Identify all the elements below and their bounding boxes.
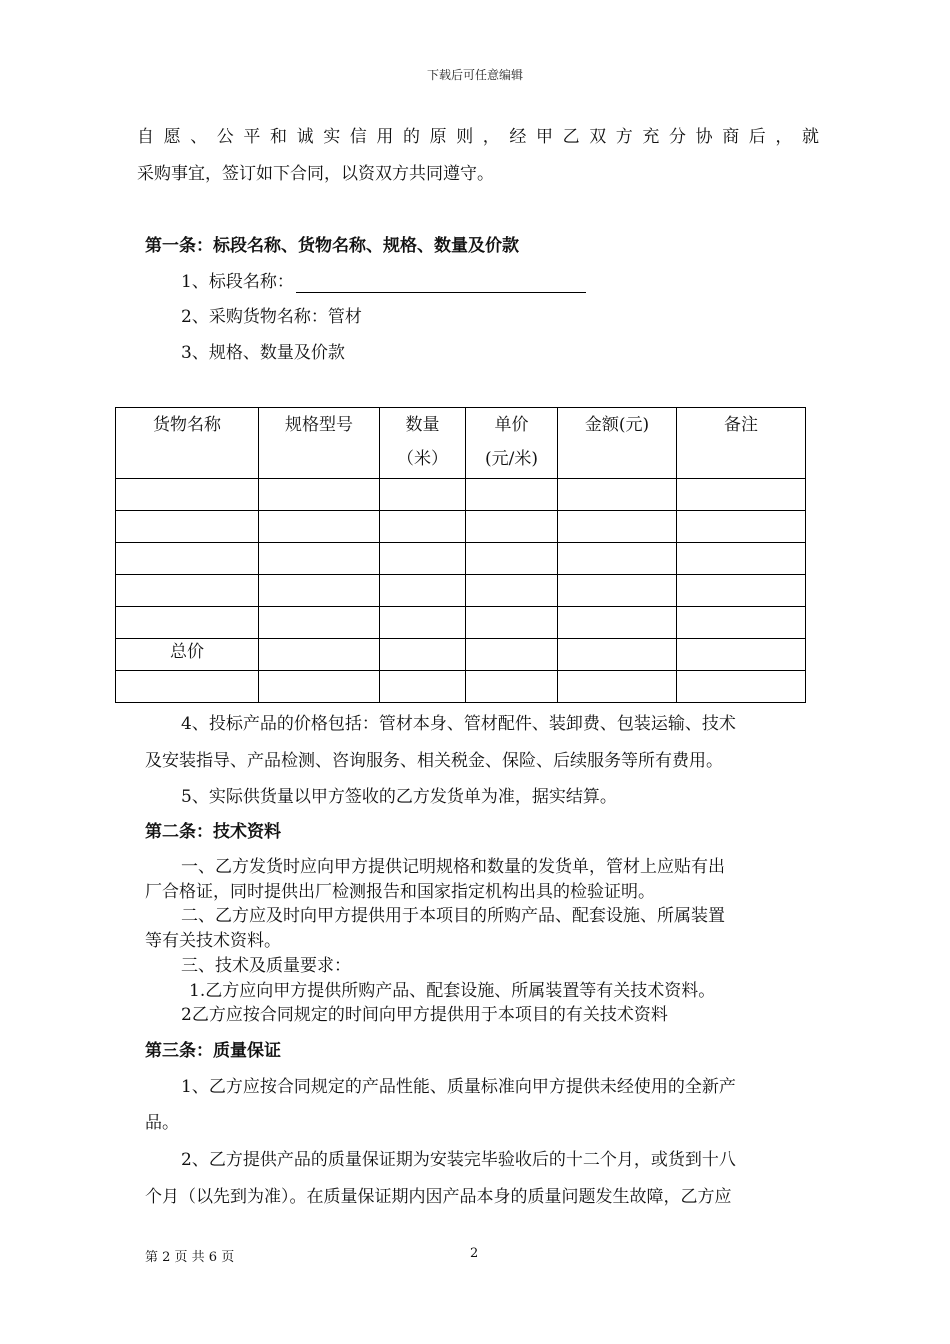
- table-row: [116, 511, 806, 543]
- intro-line-1: 自愿、公平和诚实信用的原则，经甲乙双方充分协商后，就: [137, 127, 819, 147]
- article3-p1-line1: 1、乙方应按合同规定的产品性能、质量标准向甲方提供未经使用的全新产: [181, 1077, 736, 1097]
- article1-item5: 5、实际供货量以甲方签收的乙方发货单为准，据实结算。: [181, 787, 617, 807]
- header-cell: 单价 (元/米): [466, 408, 558, 479]
- article1-item4-line2: 及安装指导、产品检测、咨询服务、相关税金、保险、后续服务等所有费用。: [145, 751, 723, 771]
- table-header-row: [116, 408, 806, 479]
- article2-p3-item1: 1.乙方应向甲方提供所购产品、配套设施、所属装置等有关技术资料。: [189, 981, 716, 1001]
- article2-p1-line2: 厂合格证，同时提供出厂检测报告和国家指定机构出具的检验证明。: [145, 882, 655, 902]
- article2-p1-line1: 一、乙方发货时应向甲方提供记明规格和数量的发货单，管材上应贴有出: [181, 857, 725, 877]
- spec-table: [115, 407, 806, 703]
- header-cell: 数量 （米）: [380, 408, 466, 479]
- footer-page-info: 第 2 页 共 6 页: [145, 1250, 235, 1265]
- header-cell: 货物名称: [116, 408, 259, 479]
- header-cell: 金额(元): [558, 408, 677, 479]
- article1-item1: [181, 271, 586, 293]
- article2-p3-item2: 2乙方应按合同规定的时间向甲方提供用于本项目的有关技术资料: [181, 1005, 668, 1025]
- article2-title: 第二条：技术资料: [145, 822, 281, 842]
- article2-p2-line2: 等有关技术资料。: [145, 931, 281, 951]
- table-row: [116, 671, 806, 703]
- header-cell: 备注: [677, 408, 806, 479]
- item1-label: 1、标段名称：: [181, 272, 294, 292]
- article3-p2-line1: 2、乙方提供产品的质量保证期为安装完毕验收后的十二个月，或货到十八: [181, 1150, 736, 1170]
- article1-title: 第一条：标段名称、货物名称、规格、数量及价款: [145, 236, 519, 256]
- table-total-row: [116, 639, 806, 671]
- article3-title: 第三条：质量保证: [145, 1041, 281, 1061]
- table-row: [116, 479, 806, 511]
- article2-p3: 三、技术及质量要求：: [181, 956, 351, 976]
- table-row: [116, 543, 806, 575]
- table-row: [116, 575, 806, 607]
- article3-p1-line2: 品。: [145, 1113, 179, 1133]
- table-row: [116, 607, 806, 639]
- blank-line: [296, 274, 586, 293]
- article1-item3: 3、规格、数量及价款: [181, 343, 345, 363]
- intro-line-2: 采购事宜，签订如下合同，以资双方共同遵守。: [137, 164, 494, 184]
- article2-p2-line1: 二、乙方应及时向甲方提供用于本项目的所购产品、配套设施、所属装置: [181, 906, 725, 926]
- header-cell: 规格型号: [259, 408, 380, 479]
- article3-p2-line2: 个月（以先到为准）。在质量保证期内因产品本身的质量问题发生故障，乙方应: [145, 1187, 732, 1207]
- total-label-cell: 总价: [116, 639, 259, 671]
- footer-page-number: 2: [470, 1246, 479, 1261]
- article1-item2: 2、采购货物名称：管材: [181, 307, 362, 327]
- header-note: 下载后可任意编辑: [426, 68, 523, 82]
- article1-item4-line1: 4、投标产品的价格包括：管材本身、管材配件、装卸费、包装运输、技术: [181, 714, 736, 734]
